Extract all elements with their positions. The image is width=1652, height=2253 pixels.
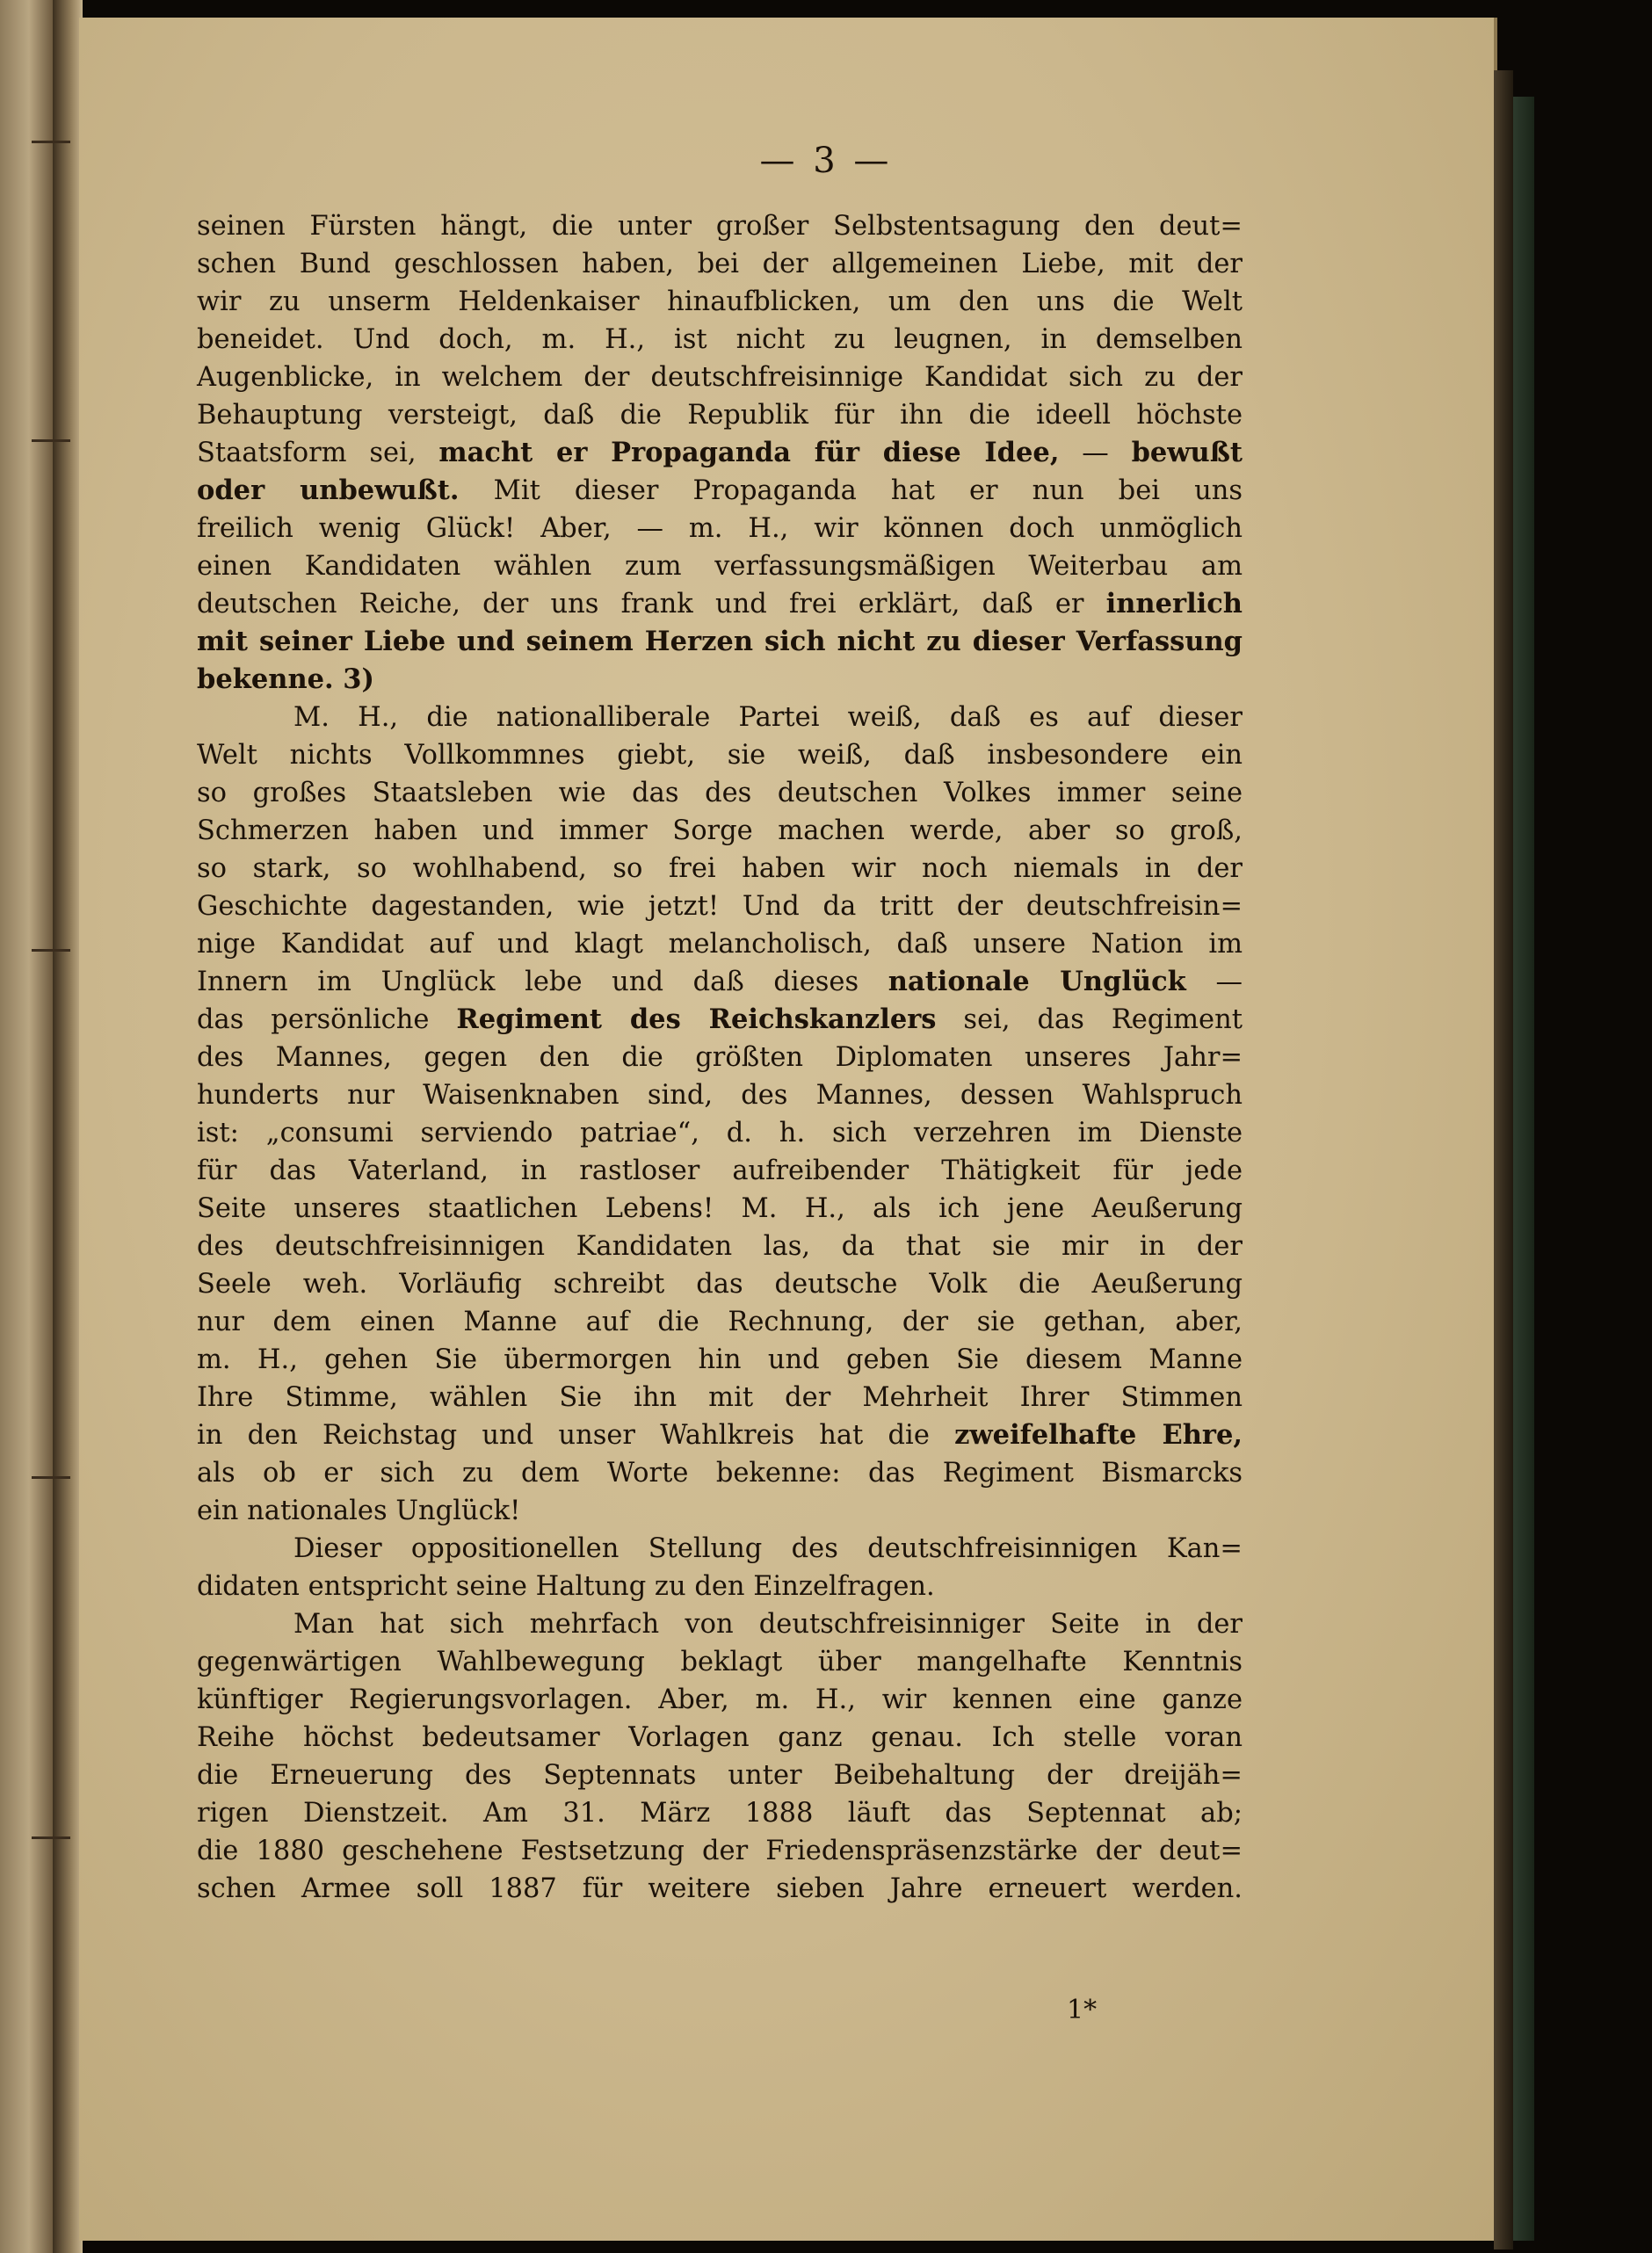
emphasized-text: zweifelhafte Ehre, xyxy=(954,1419,1243,1451)
text-line xyxy=(197,396,1243,434)
text-line xyxy=(197,812,1243,850)
text-segment: Seite unseres staatlichen Lebens! M. H., als ich jene Aeußerung xyxy=(197,1193,1243,1224)
text-line xyxy=(197,207,1243,245)
text-line xyxy=(197,661,1243,699)
text-segment: so großes Staatsleben wie das des deutschen Volkes immer seine xyxy=(197,778,1243,808)
text-line xyxy=(197,1681,1243,1719)
text-line xyxy=(197,1530,1243,1568)
text-segment: das persönliche xyxy=(197,1004,457,1035)
text-segment: hunderts nur Waisenknaben sind, des Mannes, dessen Wahlspruch xyxy=(197,1080,1243,1111)
text-segment: sei, das Regiment xyxy=(936,1004,1243,1035)
text-segment: Schmerzen haben und immer Sorge machen werde, aber so groß, xyxy=(197,815,1243,846)
book-cover-spine xyxy=(1513,97,1534,2241)
text-segment: als ob er sich zu dem Worte bekenne: das Regiment Bismarcks xyxy=(197,1458,1243,1489)
text-segment: schen Armee soll 1887 für weitere sieben Jahre erneuert werden. xyxy=(197,1873,1243,1904)
text-line xyxy=(197,1870,1243,1908)
emphasized-text: mit seiner Liebe und seinem Herzen sich nicht zu dieser Verfassung xyxy=(197,626,1243,657)
text-segment: für das Vaterland, in rastloser aufreibender Thätigkeit für jede xyxy=(197,1155,1243,1186)
book-gutter xyxy=(53,0,83,2253)
emphasized-text: Regiment des Reichskanzlers xyxy=(456,1003,937,1035)
text-line xyxy=(197,1454,1243,1492)
text-line xyxy=(197,321,1243,359)
text-line xyxy=(197,1643,1243,1681)
text-line xyxy=(197,547,1243,585)
text-line xyxy=(197,774,1243,812)
text-line xyxy=(197,1341,1243,1379)
text-segment: die 1880 geschehene Festsetzung der Friedenspräsenzstärke der deut= xyxy=(197,1836,1243,1866)
text-segment: in den Reichstag und unser Wahlkreis hat die xyxy=(197,1420,955,1451)
signature-mark: 1* xyxy=(1067,1995,1098,2025)
text-segment: rigen Dienstzeit. Am 31. März 1888 läuft das Septennat ab; xyxy=(197,1798,1243,1829)
text-segment: Ihre Stimme, wählen Sie ihn mit der Mehrheit Ihrer Stimmen xyxy=(197,1382,1243,1413)
text-line xyxy=(197,1265,1243,1303)
emphasized-text: macht er Propaganda für diese Idee, xyxy=(438,437,1060,468)
binding-thread-mark xyxy=(32,1476,70,1479)
text-segment: seinen Fürsten hängt, die unter großer Selbstentsagung den deut= xyxy=(197,211,1243,242)
text-segment: so stark, so wohlhabend, so frei haben wir noch niemals in der xyxy=(197,853,1243,884)
text-segment: didaten entspricht seine Haltung zu den Einzelfragen. xyxy=(197,1571,935,1602)
body-text xyxy=(197,207,1243,1908)
text-line xyxy=(197,925,1243,963)
text-segment: Staatsform sei, xyxy=(197,438,439,468)
text-segment: Dieser oppositionellen Stellung des deutschfreisinnigen Kan= xyxy=(293,1533,1243,1564)
binding-thread-mark xyxy=(32,949,70,952)
text-segment: m. H., gehen Sie übermorgen hin und geben Sie diesem Manne xyxy=(197,1344,1243,1375)
text-segment: Welt nichts Vollkommnes giebt, sie weiß, daß insbesondere ein xyxy=(197,740,1243,771)
text-line xyxy=(197,736,1243,774)
text-line xyxy=(197,1492,1243,1530)
text-segment: nige Kandidat auf und klagt melancholisch, daß unsere Nation im xyxy=(197,929,1243,960)
text-segment: des Mannes, gegen den die größten Diplomaten unseres Jahr= xyxy=(197,1042,1243,1073)
book-cover-edge xyxy=(1494,70,1513,2249)
text-line xyxy=(197,1152,1243,1190)
text-segment: nur dem einen Manne auf die Rechnung, der sie gethan, aber, xyxy=(197,1307,1243,1337)
emphasized-text: oder unbewußt. xyxy=(197,475,460,506)
text-line xyxy=(197,1190,1243,1228)
emphasized-text: bekenne. 3) xyxy=(197,663,374,695)
text-line xyxy=(197,1416,1243,1454)
text-line xyxy=(197,1114,1243,1152)
text-line xyxy=(197,245,1243,283)
text-segment: ist: „consumi serviendo patriae“, d. h. sich verzehren im Dienste xyxy=(197,1118,1243,1148)
text-line xyxy=(197,472,1243,510)
text-segment: Innern im Unglück lebe und daß dieses xyxy=(197,967,888,997)
text-segment: gegenwärtigen Wahlbewegung beklagt über mangelhafte Kenntnis xyxy=(197,1647,1243,1677)
emphasized-text: bewußt xyxy=(1131,437,1243,468)
text-line xyxy=(197,359,1243,396)
text-line xyxy=(197,1076,1243,1114)
facing-page-edge xyxy=(0,0,53,2253)
text-segment: Geschichte dagestanden, wie jetzt! Und da tritt der deutschfreisin= xyxy=(197,891,1243,922)
text-line xyxy=(197,510,1243,547)
text-line xyxy=(197,1757,1243,1794)
text-segment: des deutschfreisinnigen Kandidaten las, da that sie mir in der xyxy=(197,1231,1243,1262)
text-segment: beneidet. Und doch, m. H., ist nicht zu leugnen, in demselben xyxy=(197,324,1243,355)
text-line xyxy=(197,1001,1243,1039)
text-line xyxy=(197,1719,1243,1757)
binding-thread-mark xyxy=(32,1836,70,1839)
text-segment: Seele weh. Vorläufig schreibt das deutsche Volk die Aeußerung xyxy=(197,1269,1243,1300)
page-number: — 3 — xyxy=(759,141,893,181)
text-segment: Augenblicke, in welchem der deutschfreisinnige Kandidat sich zu der xyxy=(197,362,1243,393)
text-line xyxy=(197,887,1243,925)
emphasized-text: nationale Unglück xyxy=(888,966,1186,997)
text-line xyxy=(197,1228,1243,1265)
text-segment: wir zu unserm Heldenkaiser hinaufblicken, um den uns die Welt xyxy=(197,286,1243,317)
text-line xyxy=(197,623,1243,661)
text-segment: Mit dieser Propaganda hat er nun bei uns xyxy=(459,475,1243,506)
text-line xyxy=(197,283,1243,321)
text-segment: deutschen Reiche, der uns frank und frei erklärt, daß er xyxy=(197,589,1106,619)
text-line xyxy=(197,1605,1243,1643)
text-line xyxy=(197,699,1243,736)
text-segment: M. H., die nationalliberale Partei weiß, daß es auf dieser xyxy=(293,702,1243,733)
text-segment: einen Kandidaten wählen zum verfassungsmäßigen Weiterbau am xyxy=(197,551,1243,582)
text-line xyxy=(197,1303,1243,1341)
text-line xyxy=(197,850,1243,887)
text-line xyxy=(197,1379,1243,1416)
text-segment: — xyxy=(1059,438,1132,468)
text-segment: Man hat sich mehrfach von deutschfreisinniger Seite in der xyxy=(293,1609,1243,1640)
text-segment: freilich wenig Glück! Aber, — m. H., wir können doch unmöglich xyxy=(197,513,1243,544)
text-line xyxy=(197,963,1243,1001)
emphasized-text: innerlich xyxy=(1105,588,1243,619)
text-segment: Reihe höchst bedeutsamer Vorlagen ganz genau. Ich stelle voran xyxy=(197,1722,1243,1753)
text-segment: schen Bund geschlossen haben, bei der allgemeinen Liebe, mit der xyxy=(197,249,1243,279)
text-line xyxy=(197,1832,1243,1870)
binding-thread-mark xyxy=(32,439,70,442)
text-segment: — xyxy=(1185,967,1243,997)
text-segment: Behauptung versteigt, daß die Republik für ihn die ideell höchste xyxy=(197,400,1243,431)
text-line xyxy=(197,1794,1243,1832)
text-segment: künftiger Regierungsvorlagen. Aber, m. H., wir kennen eine ganze xyxy=(197,1684,1243,1715)
text-segment: ein nationales Unglück! xyxy=(197,1496,521,1526)
text-line xyxy=(197,434,1243,472)
text-line xyxy=(197,1568,1243,1605)
text-segment: die Erneuerung des Septennats unter Beibehaltung der dreijäh= xyxy=(197,1760,1243,1791)
text-line xyxy=(197,585,1243,623)
text-line xyxy=(197,1039,1243,1076)
